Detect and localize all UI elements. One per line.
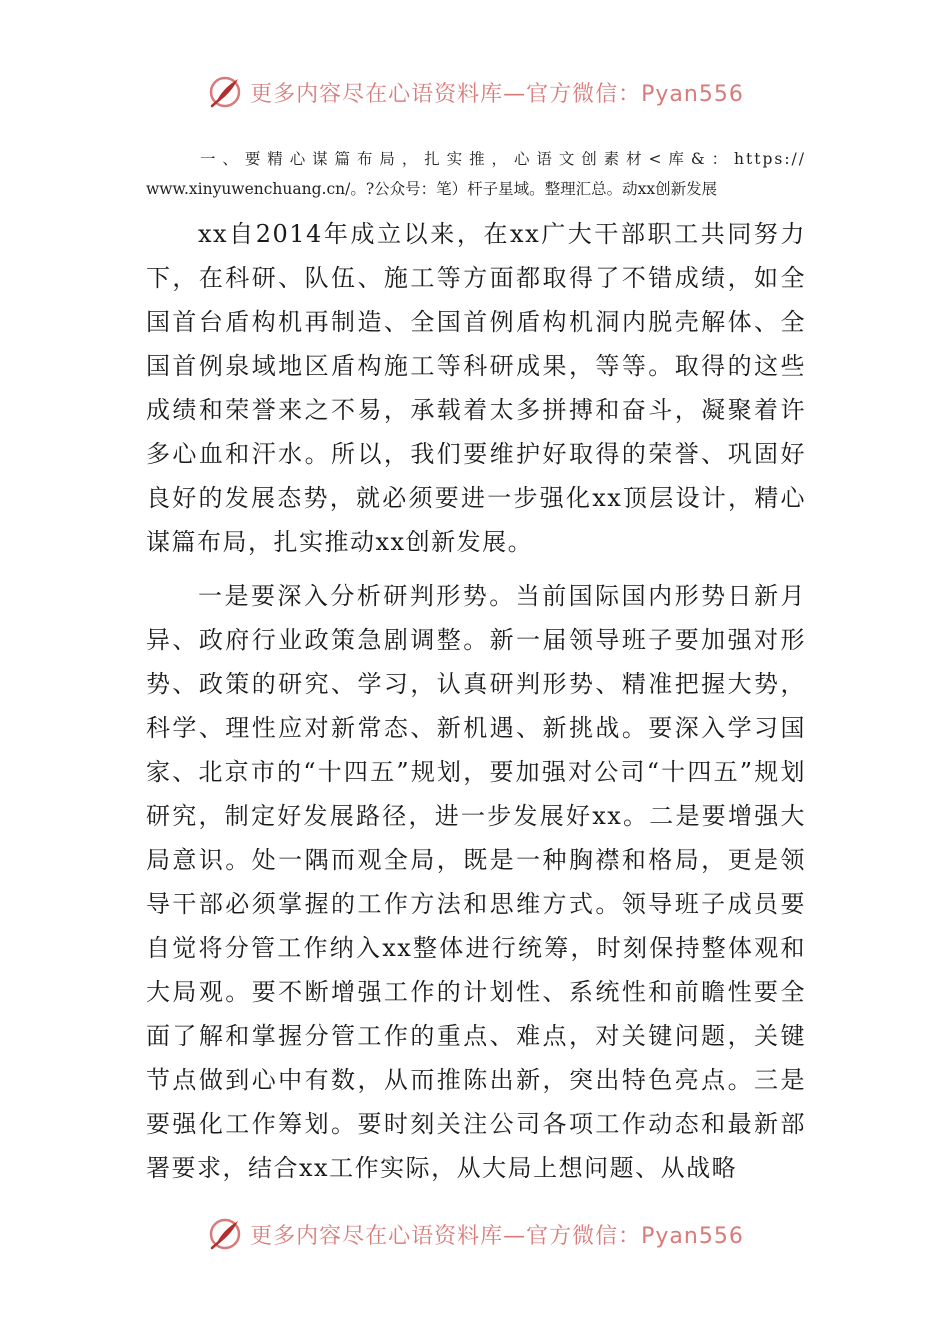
document-body [146,212,806,1200]
quill-pen-icon [206,1215,244,1253]
banner-text: 更多内容尽在心语资料库—官方微信：Pyan556 [250,1223,744,1249]
heading-line-1: 一、要精心谋篇布局，扎实推，心语文创素材<库&：https:// [200,150,806,168]
heading-line-2: www.xinyuwenchuang.cn/。?公众号：笔）杆子星域。整理汇总。动xx创新发展 [146,180,718,198]
paragraph: 一是要深入分析研判形势。当前国际国内形势日新月异、政府行业政策急剧调整。新一届领导班子要加强对形势、政策的研究、学习，认真研判形势、精准把握大势，科学、理性应对新常态、新机遇、新挑战。要深入学习国家、北京市的“十四五”规划，要加强对公司“十四五”规划研究，制定好发展路径，进一步发展好xx。二是要增强大局意识。处一隅而观全局，既是一种胸襟和格局，更是领导干部必须掌握的工作方法和思维方式。领导班子成员要自觉将分管工作纳入xx整体进行统筹，时刻保持整体观和大局观。要不断增强工作的计划性、系统性和前瞻性要全面了解和掌握分管工作的重点、难点，对关键问题，关键节点做到心中有数，从而推陈出新，突出特色亮点。三是要强化工作筹划。要时刻关注公司各项工作动态和最新部署要求，结合xx工作实际，从大局上想问题、从战略 [146,582,806,1182]
header-banner [0,70,950,114]
footer-banner [0,1212,950,1256]
banner-text: 更多内容尽在心语资料库—官方微信：Pyan556 [250,81,744,107]
paragraph: xx自2014年成立以来，在xx广大干部职工共同努力下，在科研、队伍、施工等方面都取得了不错成绩，如全国首台盾构机再制造、全国首例盾构机洞内脱壳解体、全国首例泉域地区盾构施工等科研成果，等等。取得的这些成绩和荣誉来之不易，承载着太多拼搏和奋斗，凝聚着许多心血和汗水。所以，我们要维护好取得的荣誉、巩固好良好的发展态势，就必须要进一步强化xx顶层设计，精心谋篇布局，扎实推动xx创新发展。 [146,220,806,556]
section-heading [146,144,806,204]
quill-pen-icon [206,73,244,111]
